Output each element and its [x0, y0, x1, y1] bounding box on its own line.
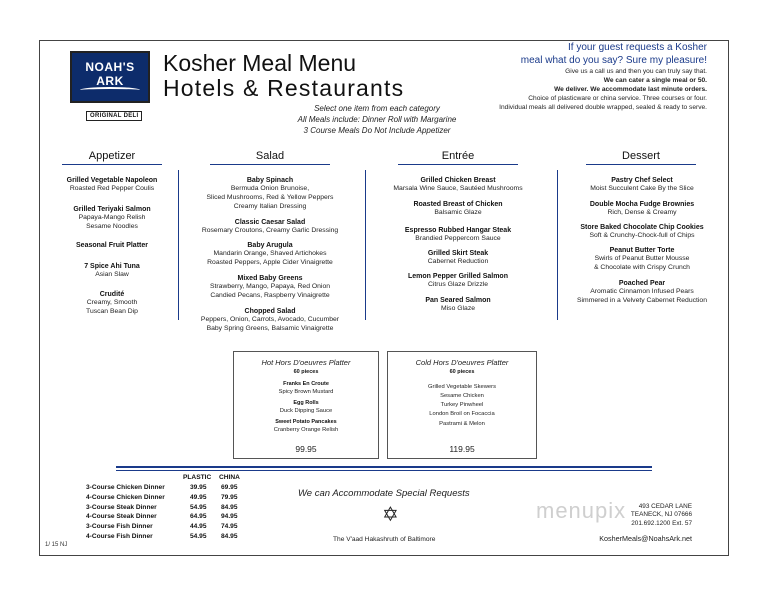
menu-item-desc: Creamy Italian Dressing: [233, 203, 307, 210]
wave-icon: [80, 87, 140, 93]
promo-line: Individual meals all delivered double wrapped, sealed & ready to serve.: [499, 104, 707, 111]
menu-item-desc: Strawberry, Mango, Papaya, Red Onion: [209, 283, 330, 290]
promo-headline: If your guest requests a Kosher: [568, 42, 707, 53]
menu-item-desc: Peppers, Onion, Carrots, Avocado, Cucumber: [200, 316, 340, 323]
menu-item-name: Roasted Breast of Chicken: [413, 201, 503, 208]
menu-item-name: Mixed Baby Greens: [237, 275, 303, 282]
menu-item-desc: Cabernet Reduction: [427, 258, 489, 265]
menu-item-name: Grilled Vegetable Napoleon: [66, 177, 158, 184]
menu-item-name: Store Baked Chocolate Chip Cookies: [580, 224, 704, 231]
menu-item-name: Crudité: [99, 291, 125, 298]
entree-rule: [398, 164, 518, 165]
menu-item-desc: Roasted Peppers, Apple Cider Vinaigrette: [207, 259, 333, 266]
price-row: [86, 512, 252, 522]
menu-item-name: Pan Seared Salmon: [425, 297, 491, 304]
platter-item-name: Egg Rolls: [293, 400, 319, 406]
platter-item-name: Sweet Potato Pancakes: [275, 419, 337, 425]
price-table: [86, 483, 252, 542]
menu-item-desc: Candied Pecans, Raspberry Vinaigrette: [210, 292, 330, 299]
page-title: Kosher Meal Menu: [163, 50, 357, 76]
cold-platter-box: [387, 351, 537, 459]
menu-item-name: Lemon Pepper Grilled Salmon: [408, 273, 508, 280]
menu-item-desc: Creamy, Smooth: [86, 299, 138, 306]
instruction-line: 3 Course Meals Do Not Include Appetizer: [303, 126, 451, 135]
menu-item-desc: Miso Glaze: [441, 305, 475, 312]
column-divider: [365, 170, 366, 320]
address-line: 493 CEDAR LANE: [638, 503, 692, 510]
price-label: 3-Course Chicken Dinner: [86, 484, 165, 491]
platter-pieces: 60 pieces: [449, 369, 475, 375]
promo-line: We deliver. We accommodate last minute orders.: [554, 86, 707, 93]
price-china: 69.95: [221, 484, 238, 491]
page-subtitle: Hotels & Restaurants: [163, 75, 405, 101]
dessert-heading: Dessert: [622, 150, 660, 162]
price-row: [86, 503, 252, 513]
price-plastic: 54.95: [190, 532, 207, 540]
menu-item-desc: Rich, Dense & Creamy: [607, 209, 677, 216]
price-header-china: CHINA: [219, 474, 240, 481]
menu-item-desc: Simmered in a Velvety Cabernet Reduction: [577, 297, 707, 304]
logo-line2: ARK: [96, 74, 124, 88]
address-block: [600, 503, 692, 528]
column-divider: [178, 170, 179, 320]
menu-item-desc: Swirls of Peanut Butter Mousse: [594, 255, 690, 262]
instruction-line: Select one item from each category: [314, 104, 440, 113]
menu-item-desc: Papaya-Mango Relish: [78, 214, 146, 221]
column-divider: [557, 170, 558, 320]
instruction-line: All Meals include: Dinner Roll with Margarine: [297, 115, 457, 124]
menupix-watermark: menupix: [536, 498, 627, 523]
platter-item: Sesame Chicken: [440, 393, 484, 399]
footer-rule-thin: [116, 470, 652, 471]
platter-price: 99.95: [295, 444, 317, 454]
menu-item-desc: Asian Slaw: [95, 271, 129, 278]
price-plastic: 39.95: [190, 484, 207, 491]
phone-line: 201.692.1200 Ext. 57: [631, 519, 692, 527]
price-china: 84.95: [221, 503, 238, 511]
menu-item-desc: Sliced Mushrooms, Red & Yellow Peppers: [206, 194, 334, 201]
special-requests-text: We can Accommodate Special Requests: [298, 488, 470, 499]
email-link[interactable]: KosherMeals@NoahsArk.net: [599, 534, 692, 543]
price-plastic: 54.95: [190, 503, 207, 511]
promo-line: Give us a call us and then you can truly say that.: [565, 68, 707, 75]
menu-item-name: Peanut Butter Torte: [609, 247, 675, 254]
menu-item-desc: Citrus Glaze Drizzle: [427, 281, 489, 288]
menu-item-name: Pastry Chef Select: [611, 177, 673, 184]
menu-item-desc: Tuscan Bean Dip: [86, 308, 138, 315]
platter-item-name: Franks En Croute: [283, 381, 329, 387]
price-plastic: 49.95: [190, 493, 207, 501]
price-plastic: 64.95: [190, 513, 207, 521]
platter-item: Grilled Vegetable Skewers: [428, 384, 496, 390]
menu-item-name: 7 Spice Ahi Tuna: [84, 263, 140, 270]
price-row: [86, 532, 252, 542]
star-of-david-icon: ✡: [382, 504, 399, 526]
price-row: [86, 483, 252, 493]
promo-headline: meal what do you say? Sure my pleasure!: [520, 55, 707, 66]
menu-item-name: Grilled Chicken Breast: [420, 177, 496, 184]
menu-item-desc: Roasted Red Pepper Coulis: [69, 185, 155, 192]
page-footnote: 1/ 15 NJ: [45, 542, 68, 548]
menu-item-name: Seasonal Fruit Platter: [76, 242, 148, 249]
logo-line1: NOAH'S: [85, 60, 135, 74]
promo-line: We can cater a single meal or 50.: [603, 77, 707, 84]
menu-item-name: Classic Caesar Salad: [234, 219, 306, 226]
entree-heading: Entrée: [441, 150, 475, 162]
menu-item-name: Poached Pear: [618, 280, 666, 287]
menu-item-desc: Sesame Noodles: [86, 223, 138, 230]
platter-title: Cold Hors D'oeuvres Platter: [415, 358, 509, 367]
menu-item-desc: & Chocolate with Crispy Crunch: [594, 264, 690, 271]
appetizer-heading: Appetizer: [88, 150, 136, 162]
platter-item: London Broil on Focaccia: [429, 411, 495, 417]
platter-item-desc: Duck Dipping Sauce: [279, 408, 333, 414]
price-row: [86, 493, 252, 503]
noahs-ark-logo: [70, 51, 150, 103]
menu-item-name: Baby Arugula: [247, 242, 293, 249]
menu-item-desc: Bermuda Onion Brunoise,: [230, 185, 310, 192]
hot-platter-box: [233, 351, 379, 459]
platter-title: Hot Hors D'oeuvres Platter: [261, 358, 351, 367]
platter-item-desc: Cranberry Orange Relish: [273, 427, 339, 433]
price-plastic: 44.95: [190, 523, 207, 531]
address-line: TEANECK, NJ 07666: [630, 511, 692, 519]
menu-item-desc: Balsamic Glaze: [434, 209, 482, 216]
price-label: 4-Course Fish Dinner: [86, 532, 153, 540]
menu-item-name: Grilled Skirt Steak: [427, 250, 489, 257]
price-china: 74.95: [221, 523, 238, 531]
platter-item: Pastrami & Melon: [439, 421, 485, 427]
platter-item: Turkey Pinwheel: [440, 402, 484, 408]
price-header-plastic: PLASTIC: [183, 474, 212, 481]
platter-pieces: 60 pieces: [293, 369, 319, 375]
promo-line: Choice of plasticware or china service. Three courses or four.: [528, 95, 707, 102]
footer-rule-thick: [116, 466, 652, 468]
price-row: [86, 522, 252, 532]
appetizer-rule: [62, 164, 162, 165]
menu-item-name: Espresso Rubbed Hangar Steak: [404, 227, 512, 234]
menu-item-name: Baby Spinach: [246, 177, 294, 184]
platter-item-desc: Spicy Brown Mustard: [278, 389, 334, 395]
menu-item-desc: Moist Succulent Cake By the Slice: [590, 185, 694, 192]
menu-item-desc: Soft & Crunchy-Chock-full of Chips: [589, 232, 695, 239]
menu-item-name: Double Mocha Fudge Brownies: [589, 201, 695, 208]
salad-rule: [210, 164, 330, 165]
menu-item-desc: Aromatic Cinnamon Infused Pears: [590, 288, 694, 295]
price-china: 79.95: [221, 493, 238, 501]
price-label: 3-Course Fish Dinner: [86, 523, 153, 531]
dessert-rule: [586, 164, 696, 165]
kosher-certifier: The V'aad Hakashruth of Baltimore: [333, 536, 436, 543]
menu-item-name: Grilled Teriyaki Salmon: [73, 206, 151, 213]
price-label: 4-Course Steak Dinner: [86, 513, 157, 521]
menu-item-desc: Marsala Wine Sauce, Sautéed Mushrooms: [393, 185, 523, 192]
price-label: 3-Course Steak Dinner: [86, 503, 157, 511]
price-china: 84.95: [221, 532, 238, 540]
menu-item-desc: Mandarin Orange, Shaved Artichokes: [213, 250, 327, 257]
logo-tag: ORIGINAL DELI: [86, 111, 142, 121]
price-china: 94.95: [221, 513, 238, 521]
platter-price: 119.95: [449, 444, 475, 454]
price-label: 4-Course Chicken Dinner: [86, 493, 165, 501]
menu-item-desc: Brandied Peppercorn Sauce: [415, 235, 501, 242]
menu-item-name: Chopped Salad: [244, 308, 296, 315]
menu-item-desc: Baby Spring Greens, Balsamic Vinaigrette: [206, 325, 334, 332]
salad-heading: Salad: [255, 150, 285, 162]
menu-item-desc: Rosemary Croutons, Creamy Garlic Dressing: [201, 227, 339, 234]
